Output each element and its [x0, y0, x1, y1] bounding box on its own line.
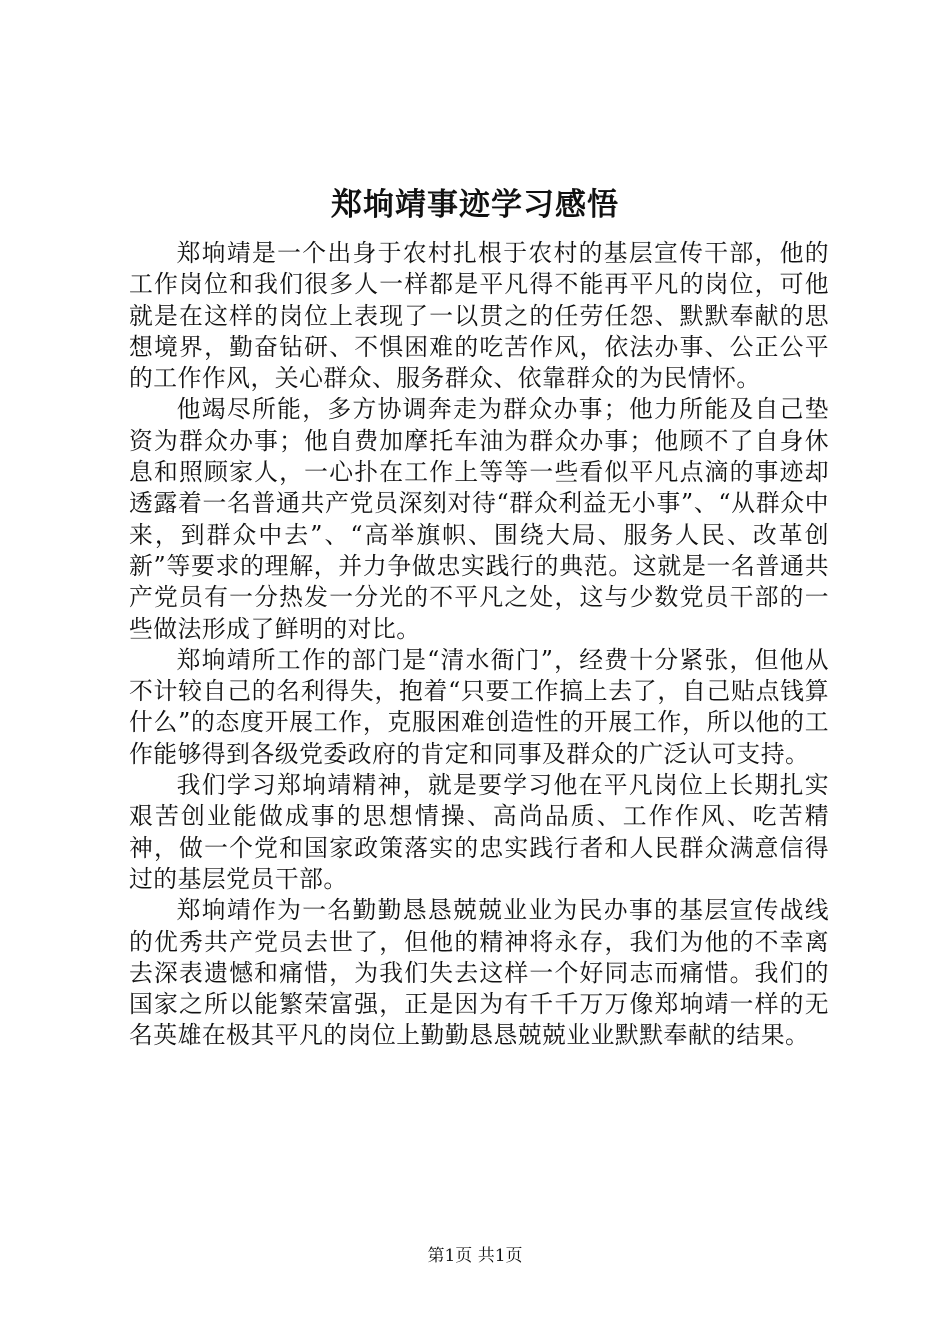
paragraph-3: 郑垧靖所工作的部门是“清水衙门”，经费十分紧张，但他从不计较自己的名利得失，抱着“只要工作搞上去了，自己贴点钱算什么”的态度开展工作，克服困难创造性的开展工作，所以他的工作能够得到各级党委政府的肯定和同事及群众的广泛认可支持。	[129, 645, 829, 768]
document-title: 郑垧靖事迹学习感悟	[331, 187, 619, 223]
paragraph-4: 我们学习郑垧靖精神，就是要学习他在平凡岗位上长期扎实艰苦创业能做成事的思想情操、高尚品质、工作作风、吃苦精神，做一个党和国家政策落实的忠实践行者和人民群众满意信得过的基层党员干部。	[129, 771, 829, 893]
paragraph-1: 郑垧靖是一个出身于农村扎根于农村的基层宣传干部，他的工作岗位和我们很多人一样都是平凡得不能再平凡的岗位，可他就是在这样的岗位上表现了一以贯之的任劳任怨、默默奉献的思想境界，勤奋钻研、不惧困难的吃苦作风，依法办事、公正公平的工作作风，关心群众、服务群众、依靠群众的为民情怀。	[129, 239, 829, 393]
paragraph-5: 郑垧靖作为一名勤勤恳恳兢兢业业为民办事的基层宣传战线的优秀共产党员去世了，但他的精神将永存，我们为他的不幸离去深表遗憾和痛惜，为我们失去这样一个好同志而痛惜。我们的国家之所以能繁荣富强，正是因为有千千万万像郑垧靖一样的无名英雄在极其平凡的岗位上勤勤恳恳兢兢业业默默奉献的结果。	[129, 896, 829, 1050]
document-body	[129, 238, 829, 1052]
paragraph-2: 他竭尽所能，多方协调奔走为群众办事；他力所能及自己垫资为群众办事；他自费加摩托车油为群众办事；他顾不了自身休息和照顾家人，一心扑在工作上等等一些看似平凡点滴的事迹却透露着一名普通共产党员深刻对待“群众利益无小事”、“从群众中来，到群众中去”、“高举旗帜、围绕大局、服务人民、改革创新”等要求的理解，并力争做忠实践行的典范。这就是一名普通共产党员有一分热发一分光的不平凡之处，这与少数党员干部的一些做法形成了鲜明的对比。	[129, 395, 829, 643]
page-footer: 第1页 共1页	[427, 1246, 523, 1266]
